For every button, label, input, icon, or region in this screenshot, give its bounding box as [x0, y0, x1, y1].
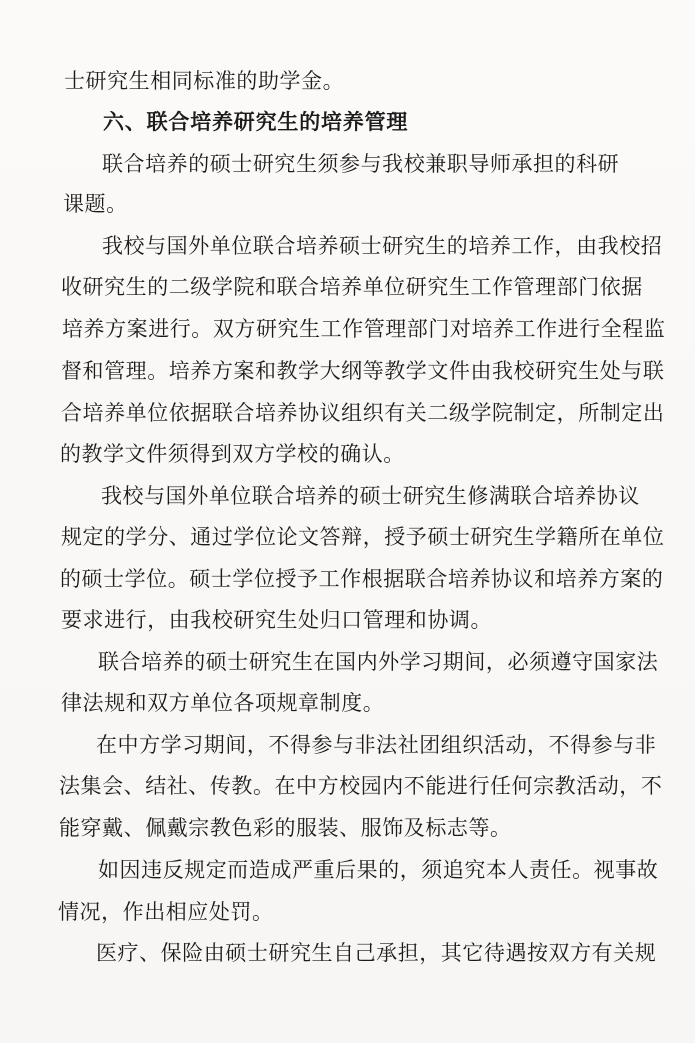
paragraph-line: 的硕士学位。硕士学位授予工作根据联合培养协议和培养方案的 [60, 567, 664, 591]
paragraph-line: 要求进行，由我校研究生处归口管理和协调。 [61, 608, 492, 632]
paragraph-line: 联合培养的硕士研究生须参与我校兼职导师承担的科研 [102, 152, 620, 176]
paragraph-line: 医疗、保险由硕士研究生自己承担，其它待遇按双方有关规 [96, 941, 657, 965]
paragraph-line: 合培养单位依据联合培养协议组织有关二级学院制定，所制定出 [61, 401, 665, 425]
text-line: 士研究生相同标准的助学金。 [64, 69, 345, 93]
paragraph-line: 收研究生的二级学院和联合培养单位研究生工作管理部门依据 [61, 275, 643, 299]
paragraph-line: 课题。 [63, 192, 128, 216]
paragraph-line: 联合培养的硕士研究生在国内外学习期间，必须遵守国家法 [98, 650, 659, 674]
paragraph-line: 法集会、结社、传教。在中方校园内不能进行任何宗教活动，不 [59, 774, 663, 798]
paragraph-line: 的教学文件须得到双方学校的确认。 [60, 442, 405, 466]
paragraph-line: 律法规和双方单位各项规章制度。 [61, 691, 385, 715]
paragraph-line: 情况，作出相应处罚。 [58, 900, 274, 924]
section-heading: 六、联合培养研究生的培养管理 [103, 110, 409, 134]
paragraph-line: 督和管理。培养方案和教学大纲等教学文件由我校研究生处与联 [61, 359, 665, 383]
paragraph-line: 在中方学习期间，不得参与非法社团组织活动，不得参与非 [96, 733, 657, 757]
paragraph-line: 能穿戴、佩戴宗教色彩的服装、服饰及标志等。 [59, 816, 512, 840]
paragraph-line: 我校与国外单位联合培养硕士研究生的培养工作，由我校招 [102, 234, 663, 258]
paragraph-line: 规定的学分、通过学位论文答辩，授予硕士研究生学籍所在单位 [61, 525, 665, 549]
paragraph-line: 如因违反规定而造成严重后果的，须追究本人责任。视事故 [98, 858, 659, 882]
paragraph-line: 我校与国外单位联合培养的硕士研究生修满联合培养协议 [101, 484, 640, 508]
paragraph-line: 培养方案进行。双方研究生工作管理部门对培养工作进行全程监 [62, 317, 666, 341]
